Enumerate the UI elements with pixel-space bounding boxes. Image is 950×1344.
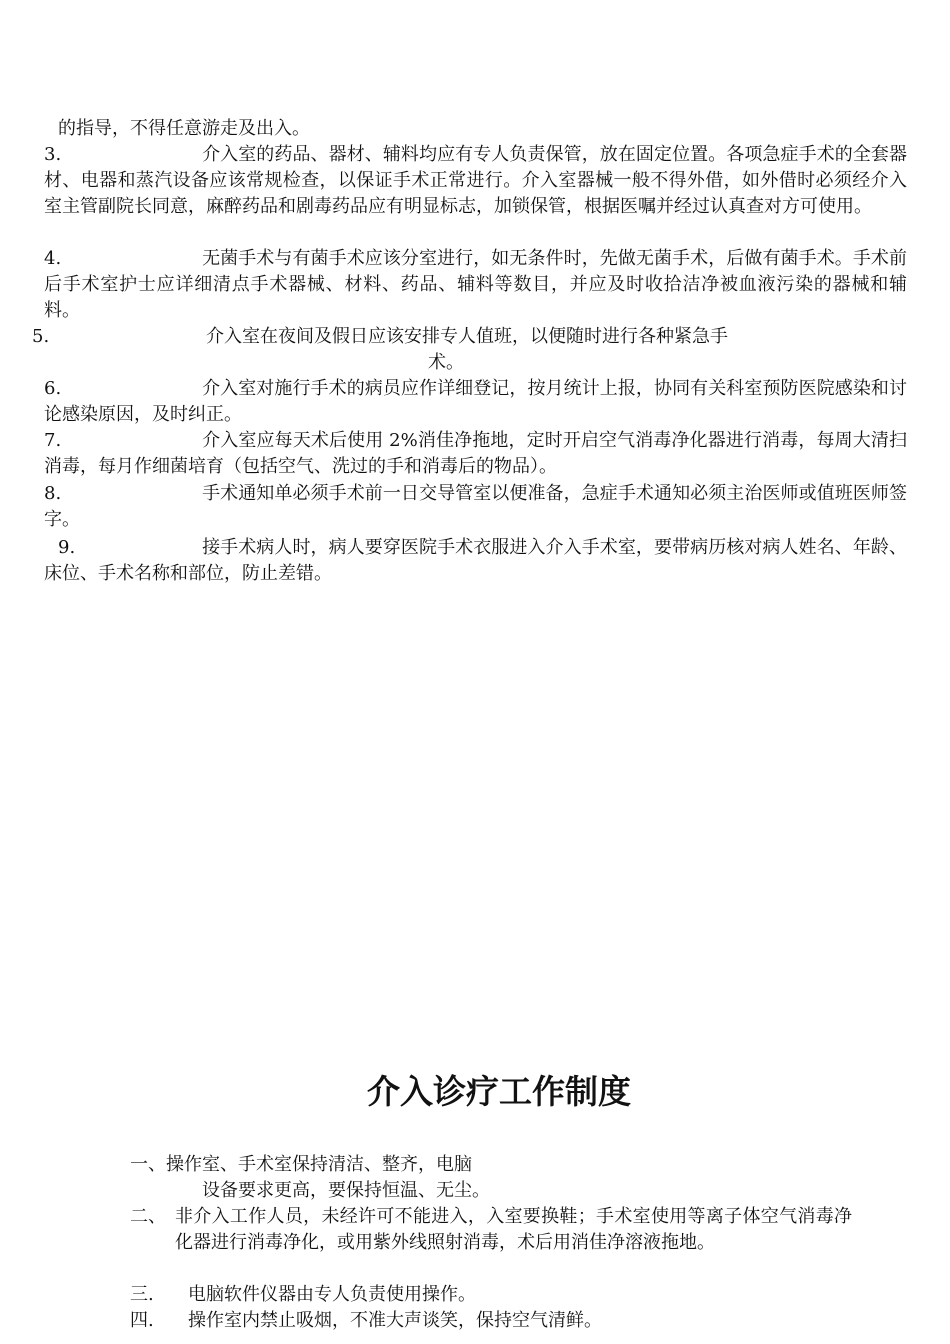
rule-number: 4.	[44, 248, 62, 269]
rule-number: 3.	[44, 144, 62, 165]
rule-item-3	[44, 142, 907, 220]
rule-number: 6.	[44, 378, 62, 399]
section-text: 非介入工作人员，未经许可不能进入，入室要换鞋；手术室使用等离子体空气消毒净化器进行消毒净化，或用紫外线照射消毒，术后用消佳净溶液拖地。	[175, 1206, 852, 1253]
rule-number: 8.	[44, 483, 62, 504]
section-item-3	[130, 1282, 476, 1308]
rule-item-5-line2: 术。	[428, 352, 464, 373]
rule-item-6	[44, 376, 907, 428]
section-item-1-line2: 设备要求更高，要保持恒温、无尘。	[202, 1180, 490, 1201]
rule-number: 7.	[44, 430, 62, 451]
rule-text: 手术通知单必须手术前一日交导管室以便准备，急症手术通知必须主治医师或值班医师签字。	[44, 483, 907, 530]
section-text: 操作室内禁止吸烟，不准大声谈笑，保持空气清鲜。	[188, 1310, 602, 1331]
section-item-2	[130, 1204, 852, 1256]
rule-item-8	[44, 481, 907, 533]
rule-item-9	[44, 535, 907, 587]
section-number: 四.	[130, 1310, 154, 1331]
rule-text: 无菌手术与有菌手术应该分室进行，如无条件时，先做无菌手术，后做有菌手术。手术前后手术室护士应详细清点手术器械、材料、药品、辅料等数目，并应及时收拾洁净被血液污染的器械和辅料。	[44, 248, 907, 321]
section-number: 三.	[130, 1284, 154, 1305]
rule-text: 接手术病人时，病人要穿医院手术衣服进入介入手术室，要带病历核对病人姓名、年龄、床位、手术名称和部位，防止差错。	[44, 537, 907, 584]
rule-item-7	[44, 428, 907, 480]
rule-item-4	[44, 246, 907, 324]
rule-number: 9.	[58, 537, 76, 558]
rule-number: 5.	[32, 326, 50, 347]
rule-text: 介入室在夜间及假日应该安排专人值班，以便随时进行各种紧急手	[206, 326, 728, 347]
rule-text: 介入室应每天术后使用 2%消佳净拖地，定时开启空气消毒净化器进行消毒，每周大清扫消毒，每月作细菌培育（包括空气、洗过的手和消毒后的物品）。	[44, 430, 907, 477]
rule-item-5-line1	[32, 324, 728, 350]
section-text: 操作室、手术室保持清洁、整齐，电脑	[166, 1154, 472, 1175]
section-item-1-line1	[130, 1152, 472, 1178]
rule-text: 介入室的药品、器材、辅料均应有专人负责保管，放在固定位置。各项急症手术的全套器材、电器和蒸汽设备应该常规检查，以保证手术正常进行。介入室器械一般不得外借，如外借时必须经介入室主管副院长同意，麻醉药品和剧毒药品应有明显标志，加锁保管，根据医嘱并经过认真查对方可使用。	[44, 144, 907, 217]
rule-text: 介入室对施行手术的病员应作详细登记，按月统计上报，协同有关科室预防医院感染和讨论感染原因，及时纠正。	[44, 378, 907, 425]
section-number: 一、	[130, 1154, 166, 1175]
section-number: 二、	[130, 1206, 166, 1227]
continuation-line: 的指导，不得任意游走及出入。	[58, 118, 310, 139]
section-title: 介入诊疗工作制度	[367, 1072, 631, 1111]
section-text: 电脑软件仪器由专人负责使用操作。	[188, 1284, 476, 1305]
section-item-4	[130, 1308, 602, 1334]
